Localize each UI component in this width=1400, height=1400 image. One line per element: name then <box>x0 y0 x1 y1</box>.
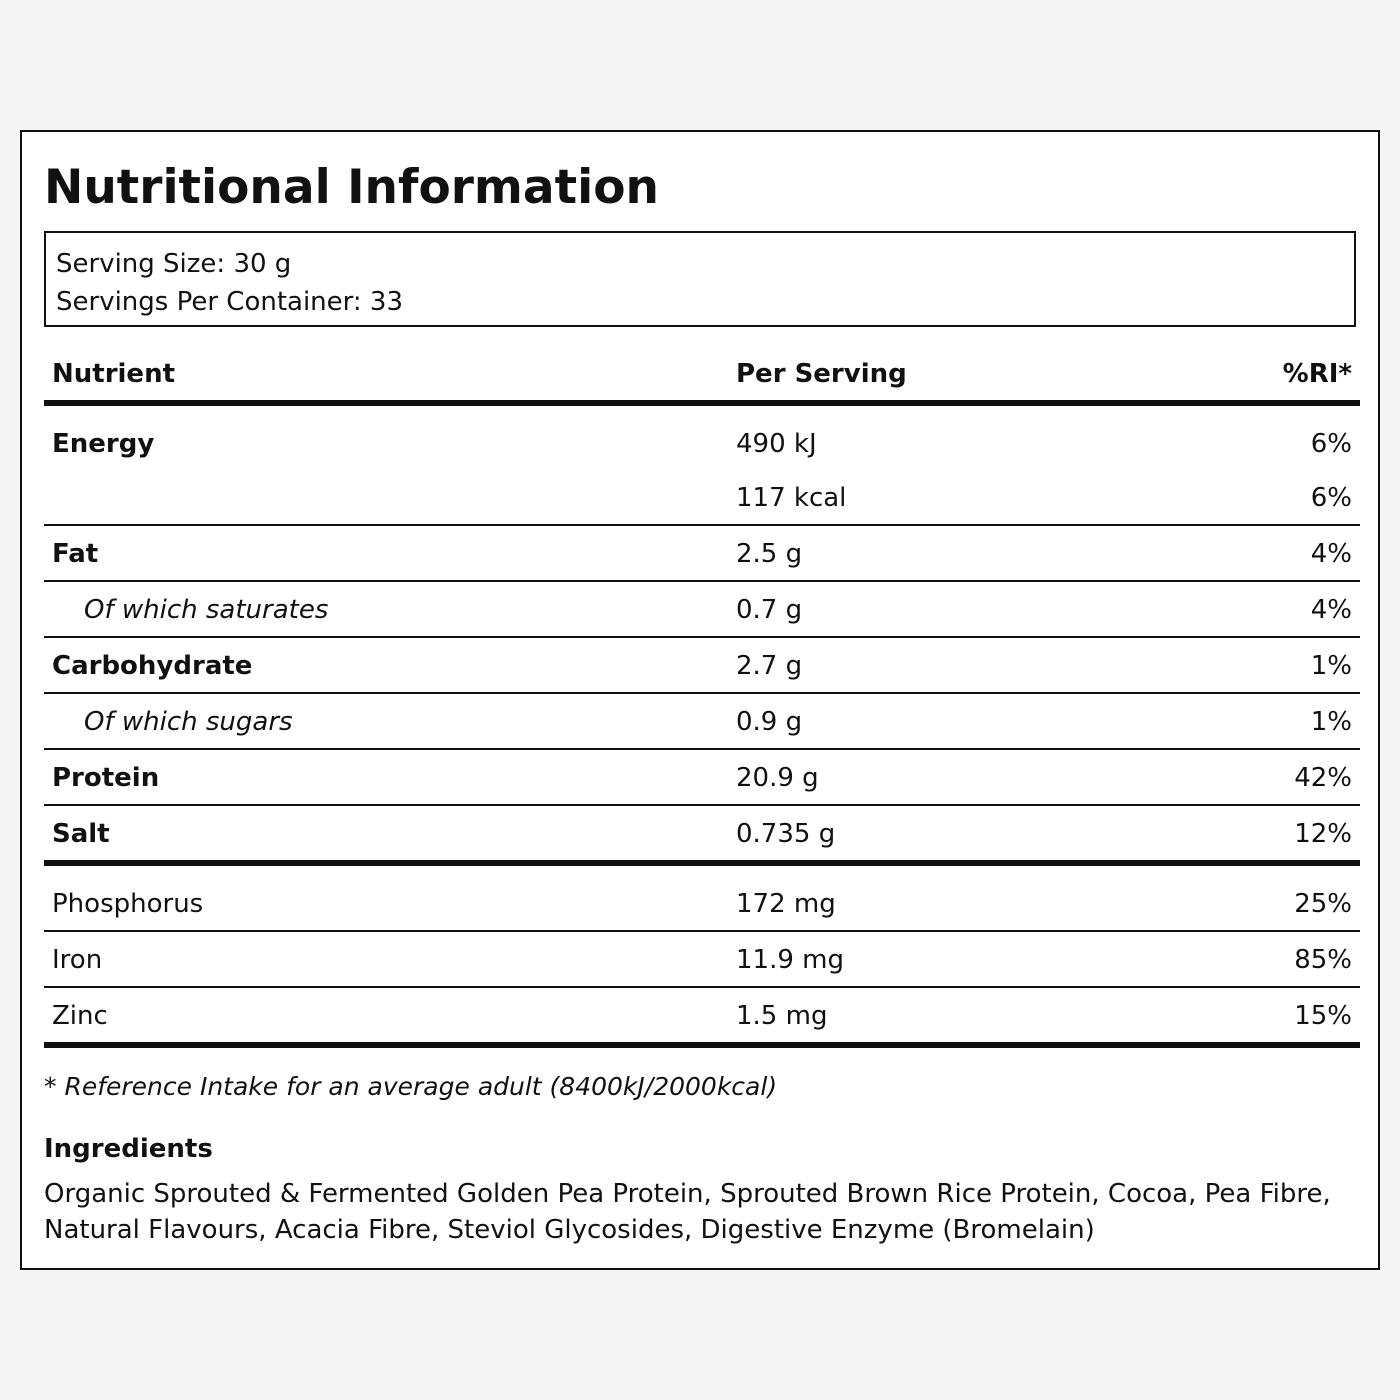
row-per-serving: 20.9 g <box>736 763 819 793</box>
nutrition-label <box>20 130 1380 1270</box>
row-ri: 6% <box>1310 483 1352 513</box>
row-nutrient: Energy <box>52 429 155 459</box>
row-ri: 25% <box>1294 889 1352 919</box>
serving-size: Serving Size: 30 g <box>56 249 292 279</box>
row-nutrient: Iron <box>52 945 103 975</box>
row-per-serving: 0.735 g <box>736 819 836 849</box>
row-per-serving: 490 kJ <box>736 429 817 459</box>
label-title: Nutritional Information <box>44 160 659 215</box>
row-per-serving: 117 kcal <box>736 483 847 513</box>
row-divider <box>44 748 1360 750</box>
row-nutrient: Zinc <box>52 1001 108 1031</box>
row-divider <box>44 804 1360 806</box>
row-per-serving: 0.7 g <box>736 595 803 625</box>
servings-per-container: Servings Per Container: 33 <box>56 287 404 317</box>
row-ri: 6% <box>1310 429 1352 459</box>
row-ri: 1% <box>1310 651 1352 681</box>
row-ri: 12% <box>1294 819 1352 849</box>
row-ri: 4% <box>1310 539 1352 569</box>
row-divider <box>44 580 1360 582</box>
table-bottom-rule <box>44 1042 1360 1048</box>
ingredients-text: Organic Sprouted & Fermented Golden Pea Protein, Sprouted Brown Rice Protein, Cocoa, Pea Fibre, Natural Flavours, Acacia Fibre, Steviol Glycosides, Digestive Enzyme (Bromelain) <box>44 1179 1331 1245</box>
row-per-serving: 1.5 mg <box>736 1001 828 1031</box>
row-ri: 85% <box>1294 945 1352 975</box>
row-divider <box>44 524 1360 526</box>
row-ri: 1% <box>1310 707 1352 737</box>
row-divider <box>44 930 1360 932</box>
row-divider <box>44 692 1360 694</box>
ri-footnote: * Reference Intake for an average adult (8400kJ/2000kcal) <box>44 1072 778 1101</box>
row-per-serving: 2.7 g <box>736 651 803 681</box>
row-nutrient: Of which saturates <box>84 595 329 625</box>
row-per-serving: 0.9 g <box>736 707 803 737</box>
ingredients-title: Ingredients <box>44 1134 213 1164</box>
row-nutrient: Fat <box>52 539 99 569</box>
header-per-serving: Per Serving <box>736 359 907 389</box>
serving-info-box <box>44 231 1356 327</box>
section-divider <box>44 860 1360 866</box>
row-per-serving: 2.5 g <box>736 539 803 569</box>
row-nutrient: Of which sugars <box>84 707 293 737</box>
row-nutrient: Salt <box>52 819 110 849</box>
row-ri: 15% <box>1294 1001 1352 1031</box>
row-divider <box>44 636 1360 638</box>
header-divider <box>44 400 1360 406</box>
row-per-serving: 172 mg <box>736 889 836 919</box>
row-divider <box>44 986 1360 988</box>
header-nutrient: Nutrient <box>52 359 176 389</box>
row-per-serving: 11.9 mg <box>736 945 844 975</box>
row-ri: 4% <box>1310 595 1352 625</box>
header-ri: %RI* <box>1282 359 1352 389</box>
row-ri: 42% <box>1294 763 1352 793</box>
row-nutrient: Carbohydrate <box>52 651 253 681</box>
row-nutrient: Protein <box>52 763 160 793</box>
row-nutrient: Phosphorus <box>52 889 204 919</box>
